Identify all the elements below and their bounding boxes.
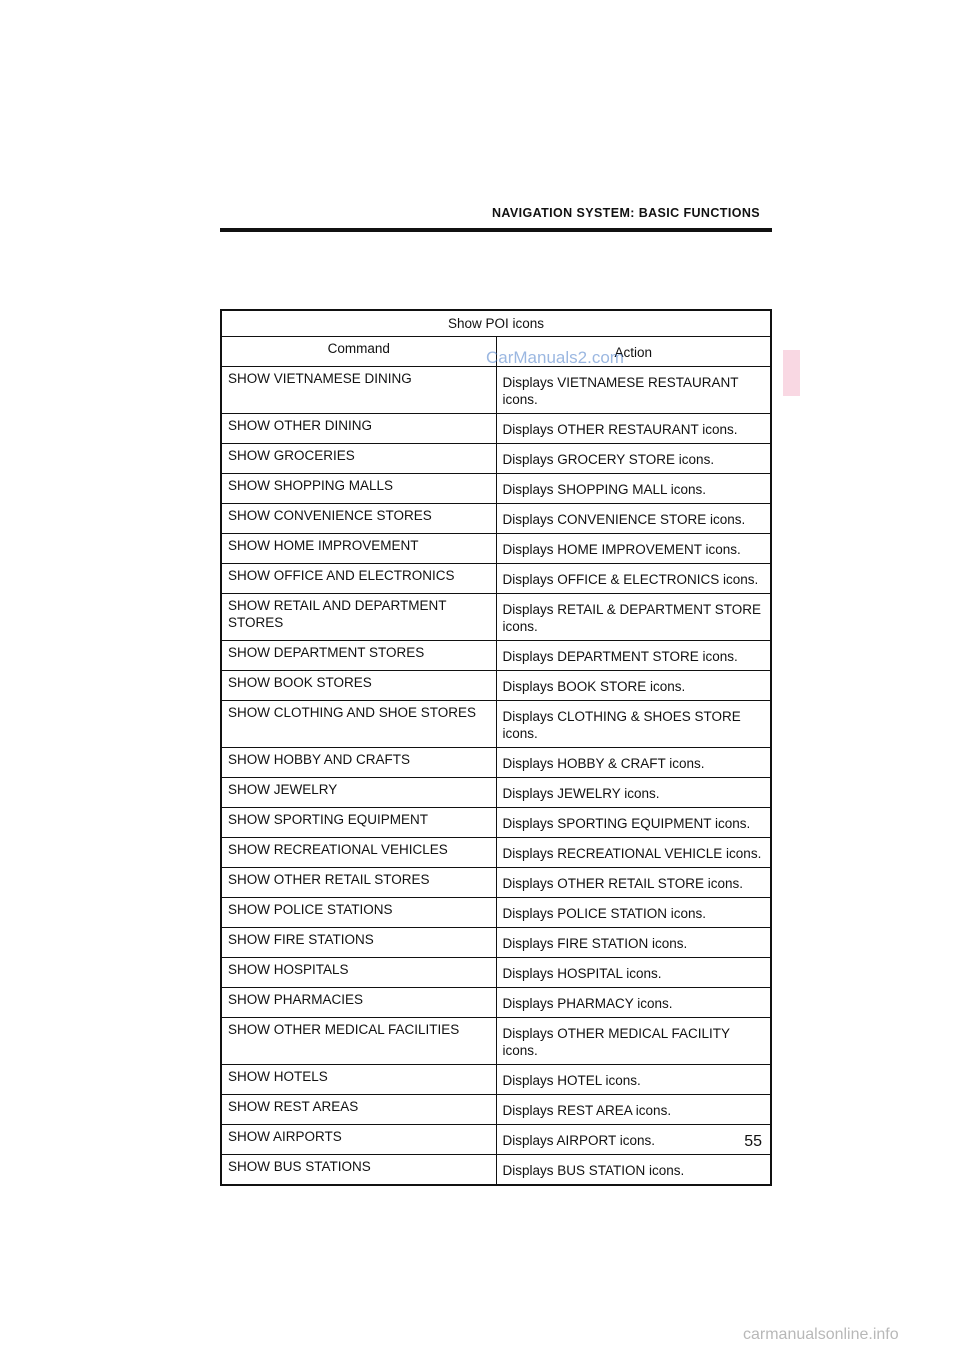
- section-title: NAVIGATION SYSTEM: BASIC FUNCTIONS: [491, 206, 760, 220]
- action-cell: Displays SHOPPING MALL icons.: [496, 474, 771, 504]
- action-cell: Displays BOOK STORE icons.: [496, 671, 771, 701]
- command-cell: SHOW BUS STATIONS: [221, 1155, 496, 1186]
- table-row: [221, 671, 771, 701]
- action-cell: Displays SPORTING EQUIPMENT icons.: [496, 808, 771, 838]
- command-cell: SHOW SPORTING EQUIPMENT: [221, 808, 496, 838]
- action-cell: Displays VIETNAMESE RESTAURANT icons.: [496, 367, 771, 414]
- command-cell: SHOW AIRPORTS: [221, 1125, 496, 1155]
- action-cell: Displays FIRE STATION icons.: [496, 928, 771, 958]
- watermark-top: CarManuals2.com: [486, 348, 624, 367]
- table-row: [221, 778, 771, 808]
- table-title: Show POI icons: [447, 316, 545, 331]
- action-cell: Displays HOSPITAL icons.: [496, 958, 771, 988]
- table-row: [221, 1095, 771, 1125]
- action-cell: Displays OFFICE & ELECTRONICS icons.: [496, 564, 771, 594]
- command-cell: SHOW RETAIL AND DEPARTMENT STORES: [221, 594, 496, 641]
- action-cell: Displays DEPARTMENT STORE icons.: [496, 641, 771, 671]
- column-header-action: Action: [496, 337, 771, 367]
- table-row: [221, 958, 771, 988]
- table-row: [221, 534, 771, 564]
- action-cell: Displays CLOTHING & SHOES STORE icons.: [496, 701, 771, 748]
- watermark-bottom: carmanualsonline.info: [743, 1326, 899, 1343]
- command-cell: SHOW GROCERIES: [221, 444, 496, 474]
- action-cell: Displays HOTEL icons.: [496, 1065, 771, 1095]
- command-cell: SHOW REST AREAS: [221, 1095, 496, 1125]
- action-cell: Displays CONVENIENCE STORE icons.: [496, 504, 771, 534]
- table-row: [221, 1018, 771, 1065]
- table-row: [221, 504, 771, 534]
- command-cell: SHOW FIRE STATIONS: [221, 928, 496, 958]
- command-cell: SHOW OTHER DINING: [221, 414, 496, 444]
- table-row: [221, 928, 771, 958]
- table-body: [221, 367, 771, 1186]
- table-row: [221, 748, 771, 778]
- action-cell: Displays AIRPORT icons.: [496, 1125, 771, 1155]
- command-cell: SHOW RECREATIONAL VEHICLES: [221, 838, 496, 868]
- command-cell: SHOW JEWELRY: [221, 778, 496, 808]
- table-row: [221, 367, 771, 414]
- table-row: [221, 1065, 771, 1095]
- command-cell: SHOW POLICE STATIONS: [221, 898, 496, 928]
- command-cell: SHOW HOBBY AND CRAFTS: [221, 748, 496, 778]
- action-cell: Displays OTHER RESTAURANT icons.: [496, 414, 771, 444]
- table-row: [221, 641, 771, 671]
- column-header-command: Command: [221, 337, 496, 367]
- action-cell: Displays HOME IMPROVEMENT icons.: [496, 534, 771, 564]
- action-cell: Displays HOBBY & CRAFT icons.: [496, 748, 771, 778]
- action-cell: Displays PHARMACY icons.: [496, 988, 771, 1018]
- action-cell: Displays RECREATIONAL VEHICLE icons.: [496, 838, 771, 868]
- command-cell: SHOW OTHER MEDICAL FACILITIES: [221, 1018, 496, 1065]
- table-row: [221, 1125, 771, 1155]
- action-cell: Displays JEWELRY icons.: [496, 778, 771, 808]
- action-cell: Displays OTHER RETAIL STORE icons.: [496, 868, 771, 898]
- command-cell: SHOW HOSPITALS: [221, 958, 496, 988]
- header-rule: [220, 228, 772, 232]
- command-cell: SHOW PHARMACIES: [221, 988, 496, 1018]
- action-cell: Displays BUS STATION icons.: [496, 1155, 771, 1186]
- command-cell: SHOW BOOK STORES: [221, 671, 496, 701]
- command-cell: SHOW SHOPPING MALLS: [221, 474, 496, 504]
- table-row: [221, 838, 771, 868]
- table-row: [221, 1155, 771, 1186]
- table-row: [221, 564, 771, 594]
- action-cell: Displays RETAIL & DEPARTMENT STORE icons.: [496, 594, 771, 641]
- command-cell: SHOW CONVENIENCE STORES: [221, 504, 496, 534]
- command-cell: SHOW VIETNAMESE DINING: [221, 367, 496, 414]
- action-cell: Displays OTHER MEDICAL FACILITY icons.: [496, 1018, 771, 1065]
- command-cell: SHOW OFFICE AND ELECTRONICS: [221, 564, 496, 594]
- command-cell: SHOW CLOTHING AND SHOE STORES: [221, 701, 496, 748]
- table-title-row: [221, 310, 771, 337]
- table-row: [221, 898, 771, 928]
- action-cell: Displays REST AREA icons.: [496, 1095, 771, 1125]
- table-row: [221, 868, 771, 898]
- table-row: [221, 988, 771, 1018]
- table-row: [221, 701, 771, 748]
- section-tab-marker: [783, 350, 800, 396]
- action-cell: Displays POLICE STATION icons.: [496, 898, 771, 928]
- table-row: [221, 594, 771, 641]
- action-cell: Displays GROCERY STORE icons.: [496, 444, 771, 474]
- command-cell: SHOW HOME IMPROVEMENT: [221, 534, 496, 564]
- page-number: 55: [744, 1133, 762, 1150]
- table-row: [221, 414, 771, 444]
- table-row: [221, 474, 771, 504]
- command-cell: SHOW HOTELS: [221, 1065, 496, 1095]
- table-row: [221, 444, 771, 474]
- command-cell: SHOW OTHER RETAIL STORES: [221, 868, 496, 898]
- command-cell: SHOW DEPARTMENT STORES: [221, 641, 496, 671]
- table-row: [221, 808, 771, 838]
- poi-commands-table: [220, 309, 772, 1186]
